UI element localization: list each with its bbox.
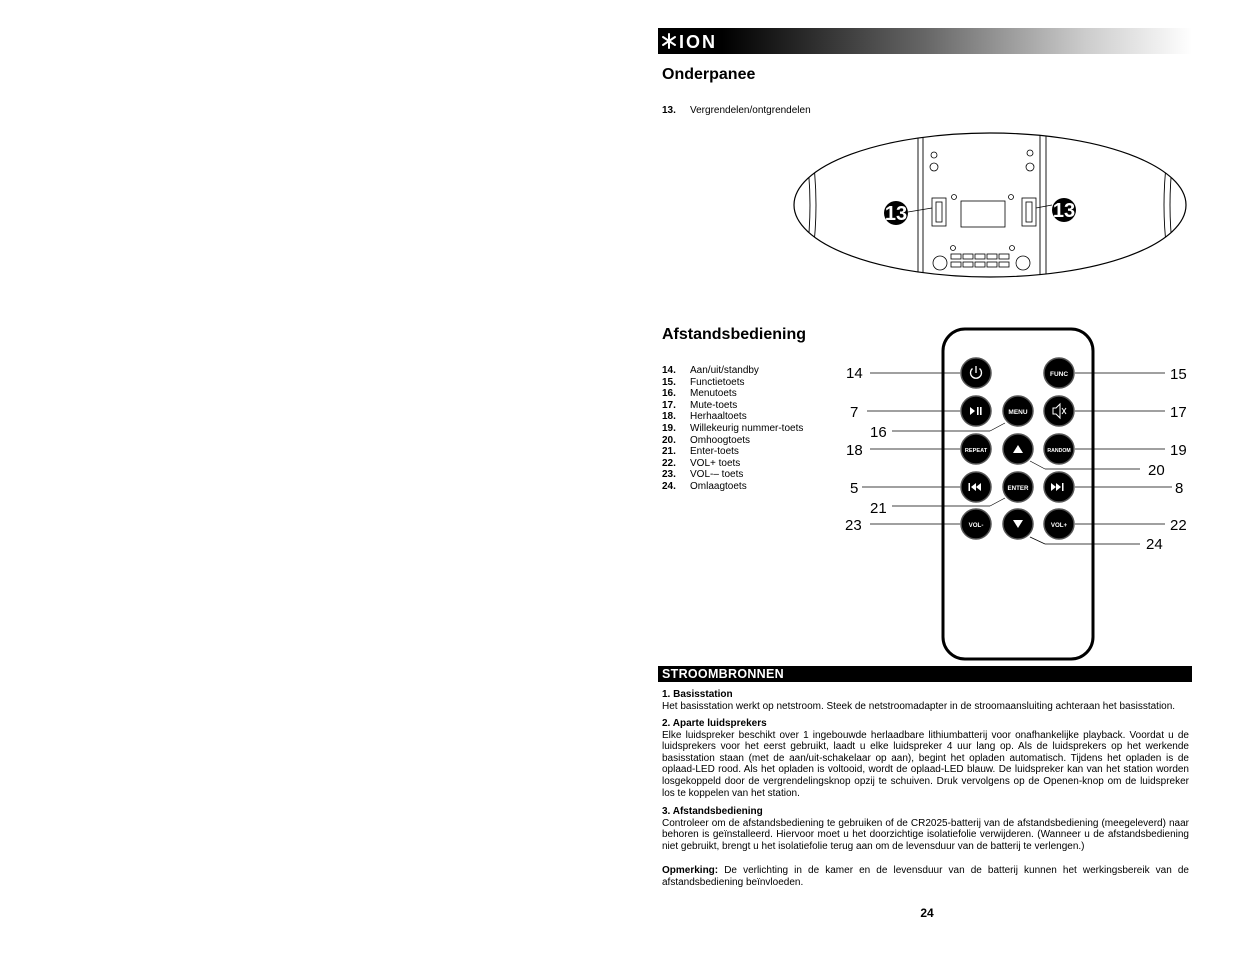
note-label: Opmerking: <box>662 865 719 876</box>
callout-21: 21 <box>870 500 887 517</box>
section-title: 1. Basisstation <box>662 689 733 700</box>
svg-text:ENTER: ENTER <box>1007 485 1029 492</box>
remote-title: Afstandsbediening <box>662 326 807 343</box>
list-item: 16. Menutoets <box>662 388 737 400</box>
svg-text:13: 13 <box>884 203 908 225</box>
callout-5: 5 <box>850 480 859 497</box>
remote-diagram <box>840 325 1195 665</box>
list-item: 20. Omhoogtoets <box>662 434 751 446</box>
section-speakers <box>662 718 1189 799</box>
list-item: 23. VOL-– toets <box>662 469 744 481</box>
svg-text:RANDOM: RANDOM <box>1047 448 1071 454</box>
section-remote <box>662 806 1189 852</box>
logo-text: ION <box>679 32 718 52</box>
callout-15: 15 <box>1170 366 1187 383</box>
svg-text:VOL+: VOL+ <box>1050 522 1068 529</box>
list-item: 15. Functietoets <box>662 376 745 388</box>
list-item: 21. Enter-toets <box>662 446 739 458</box>
svg-text:13: 13 <box>1052 200 1076 222</box>
callout-14: 14 <box>846 365 863 382</box>
list-item: 14. Aan/uit/standby <box>662 365 759 376</box>
callout-7: 7 <box>850 404 859 421</box>
section-text: Het basisstation werkt op netstroom. Steek de netstroomadapter in de stroomaansluiting achteraan het basisstation. <box>662 700 1176 712</box>
mute-button <box>1044 396 1074 426</box>
svg-text:MENU: MENU <box>1008 409 1028 416</box>
list-item: 17. Mute-toets <box>662 399 738 411</box>
callout-18: 18 <box>846 442 863 459</box>
callout-17: 17 <box>1170 404 1187 421</box>
list-item: 24. Omlaagtoets <box>662 480 747 492</box>
bottom-panel-title: Onderpanee <box>662 66 756 83</box>
callout-16: 16 <box>870 424 887 441</box>
note-text: De verlichting in de kamer en de levensduur van de batterij kunnen het werkingsbereik van de afstandsbediening beïnvloeden. <box>662 865 1189 888</box>
svg-text:VOL-: VOL- <box>968 522 984 529</box>
section-text: Elke luidspreker beschikt over 1 ingebouwde herlaadbare lithiumbatterij voor onafhankelijke playback. Voordat u de luidsprekers voor het eerst gebruikt, laadt u elke luidspreker 4 uur lang op. Als de luidsprekers op het werkende basisstation staan (met de aan/uit-schakelaar op aan), begint het opladen automatisch. Tijdens het opladen is de oplaad-LED rood. Als het opladen is voltooid, wordt de oplaad-LED blauw. De luidspreker kan van het station worden losgekoppeld door de vergrendelingsknop opzij te schuiven. Druk vervolgens op de Openen-knop om de luidspreker los te koppelen van het station. <box>662 729 1189 799</box>
page-number: 24 <box>920 906 934 920</box>
list-item: 13. Vergrendelen/ontgrendelen <box>662 105 811 116</box>
callout-19: 19 <box>1170 442 1187 459</box>
note <box>662 865 1189 888</box>
section-title: 3. Afstandsbediening <box>662 806 763 817</box>
list-item: 19. Willekeurig nummer-toets <box>662 422 804 434</box>
header-bar <box>658 28 1192 54</box>
section-base-station <box>662 689 1189 712</box>
svg-text:FUNC: FUNC <box>1049 371 1069 378</box>
remote-list <box>662 365 832 493</box>
play-pause-button <box>961 396 991 426</box>
callout-23: 23 <box>845 517 862 534</box>
callout-22: 22 <box>1170 517 1187 534</box>
bottom-panel-diagram <box>790 130 1190 280</box>
callout-24: 24 <box>1146 536 1163 553</box>
power-sources-heading: STROOMBRONNEN <box>658 666 1192 682</box>
list-item: 18. Herhaaltoets <box>662 411 747 423</box>
section-text: Controleer om de afstandsbediening te gebruiken of de CR2025-batterij van de afstandsbediening (meegeleverd) naar behoren is geïnstalleerd. Hiervoor moet u het doorzichtige isolatiefolie verwijderen. (Wanneer u de afstandsbediening niet gebruikt, brengt u het isolatiefolie terug aan om de levensduur van de batterij te verlengen.) <box>662 817 1189 852</box>
callout-20: 20 <box>1148 462 1165 479</box>
bottom-panel-list <box>662 105 862 117</box>
svg-text:REPEAT: REPEAT <box>964 448 988 454</box>
section-title: 2. Aparte luidsprekers <box>662 718 767 729</box>
list-item: 22. VOL+ toets <box>662 457 741 469</box>
ion-logo <box>660 29 732 53</box>
callout-8: 8 <box>1175 480 1184 497</box>
